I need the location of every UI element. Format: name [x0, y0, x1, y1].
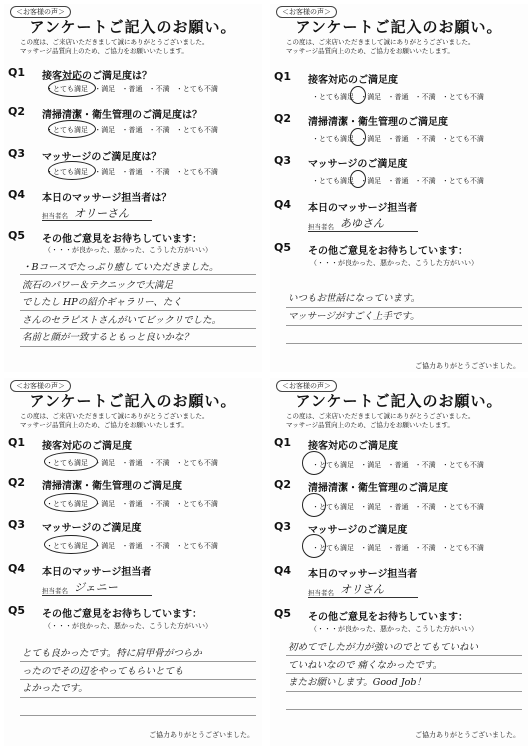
q2-options: ・とても満足 ・満足 ・普通 ・不満 ・とても不満 [46, 126, 218, 134]
q4-text: 本日のマッサージ担当者 [42, 567, 152, 578]
q4-number: Q4 [8, 188, 26, 201]
q2-text: 清掃清潔・衛生管理のご満足度 [308, 483, 448, 494]
answer-circle [302, 451, 326, 475]
name-underline [42, 220, 152, 221]
q3-number: Q3 [8, 147, 26, 160]
handwritten-comment: ・Bコースでたっぷり癒していただきました。 流石のパワー＆テクニックで大満足 でしたし HPの紹介ギャラリー、たく さんのセラピストさんがいてビックリでした。 名前と顔が一致するともっと良いかな？ [22, 262, 222, 343]
thanks-text: ご協力ありがとうございました。 [415, 362, 520, 370]
comment-rule [286, 325, 522, 326]
q4-text: 本日のマッサージ担当者 [308, 569, 418, 580]
q3-options: ・とても満足 ・満足 ・普通 ・不満 ・とても不満 [46, 168, 218, 176]
q4-number: Q4 [274, 198, 292, 211]
therapist-name-label: 担当者名 [42, 212, 68, 220]
q5-number: Q5 [8, 604, 26, 617]
q3-text: マッサージのご満足度 [42, 523, 142, 534]
customer-voice-tag: ＜お客様の声＞ [276, 380, 337, 392]
q3-text: マッサージのご満足度 [308, 159, 408, 170]
answer-circle [302, 493, 326, 517]
survey-sheet-3 [4, 378, 262, 746]
q3-text: マッサージのご満足度 [308, 525, 408, 536]
q1-text: 接客対応のご満足度 [308, 441, 398, 452]
q4-number: Q4 [8, 562, 26, 575]
q1-text: 接客対応のご満足度は？ [42, 71, 152, 82]
q1-options: ・とても満足 ・満足 ・普通 ・不満 ・とても不満 [312, 461, 484, 469]
q2-text: 清掃清潔・衛生管理のご満足度 [308, 117, 448, 128]
comment-rule [20, 715, 256, 716]
q2-number: Q2 [8, 105, 26, 118]
therapist-name: オリーさん [74, 207, 129, 220]
q5-subtext: （・・・が良かった、悪かった、こうした方がいい） [44, 246, 212, 254]
therapist-name: ジェニー [74, 581, 118, 594]
answer-circle [350, 86, 366, 104]
thanks-text: ご協力ありがとうございました。 [415, 731, 520, 739]
answer-circle [302, 534, 326, 558]
q3-options: ・とても満足 ・満足 ・普通 ・不満 ・とても不満 [312, 544, 484, 552]
answer-circle [44, 452, 98, 471]
q2-options: ・とても満足 ・満足 ・普通 ・不満 ・とても不満 [312, 135, 484, 143]
answer-circle [48, 161, 96, 180]
therapist-name-label: 担当者名 [42, 587, 68, 595]
sheet-title: アンケートご記入のお願い。 [295, 18, 503, 36]
q1-number: Q1 [8, 66, 26, 79]
customer-voice-tag: ＜お客様の声＞ [276, 6, 337, 18]
q5-subtext: （・・・が良かった、悪かった、こうした方がいい） [310, 259, 478, 267]
therapist-name: オリさん [340, 583, 384, 596]
q1-options: ・とても満足 ・満足 ・普通 ・不満 ・とても不満 [312, 93, 484, 101]
q2-text: 清掃清潔・衛生管理のご満足度は？ [42, 110, 202, 121]
handwritten-comment: とても良かったです。特に肩甲骨がつらか ったのでその辺をやってもらいとても よかったです。 [22, 648, 202, 694]
q1-number: Q1 [274, 436, 292, 449]
customer-voice-tag: ＜お客様の声＞ [10, 380, 71, 392]
customer-voice-tag: ＜お客様の声＞ [10, 6, 71, 18]
q1-number: Q1 [274, 70, 292, 83]
q5-text: その他ご意見をお待ちしています： [308, 246, 468, 257]
answer-circle [44, 493, 98, 512]
q5-number: Q5 [274, 241, 292, 254]
intro-text: この度は、ご来店いただきまして誠にありがとうございました。 マッサージ品質向上のため、ご協力をお願いいたします。 [286, 412, 475, 429]
q4-text: 本日のマッサージ担当者 [308, 203, 418, 214]
intro-text: この度は、ご来店いただきまして誠にありがとうございました。 マッサージ品質向上のため、ご協力をお願いいたします。 [20, 38, 209, 55]
q1-text: 接客対応のご満足度 [308, 75, 398, 86]
sheet-title: アンケートご記入のお願い。 [295, 392, 503, 410]
answer-circle [48, 120, 96, 138]
q5-number: Q5 [8, 229, 26, 242]
q5-subtext: （・・・が良かった、悪かった、こうした方がいい） [310, 625, 478, 633]
answer-circle [350, 128, 366, 146]
q1-options: ・とても満足 ・満足 ・普通 ・不満 ・とても不満 [46, 459, 218, 467]
sheet-title: アンケートご記入のお願い。 [29, 18, 237, 36]
name-underline [308, 597, 418, 598]
q2-number: Q2 [274, 112, 292, 125]
name-underline [308, 231, 418, 232]
q3-options: ・とても満足 ・満足 ・普通 ・不満 ・とても不満 [312, 177, 484, 185]
survey-sheet-2 [270, 4, 528, 372]
q5-subtext: （・・・が良かった、悪かった、こうした方がいい） [44, 622, 212, 630]
intro-text: この度は、ご来店いただきまして誠にありがとうございました。 マッサージ品質向上のため、ご協力をお願いいたします。 [20, 412, 209, 429]
q3-number: Q3 [8, 518, 26, 531]
handwritten-comment: いつもお世話になっています。 マッサージがすごく上手です。 [288, 293, 421, 322]
q2-options: ・とても満足 ・満足 ・普通 ・不満 ・とても不満 [312, 503, 484, 511]
q2-text: 清掃清潔・衛生管理のご満足度 [42, 481, 182, 492]
q5-text: その他ご意見をお待ちしています： [42, 234, 202, 245]
survey-sheet-4 [270, 378, 528, 746]
survey-sheet-1 [4, 4, 262, 372]
q4-text: 本日のマッサージ担当者は？ [42, 193, 172, 204]
answer-circle [350, 170, 366, 188]
q5-number: Q5 [274, 607, 292, 620]
q2-number: Q2 [8, 476, 26, 489]
q2-options: ・とても満足 ・満足 ・普通 ・不満 ・とても不満 [46, 500, 218, 508]
name-underline [42, 595, 152, 596]
answer-circle [48, 79, 96, 97]
q2-number: Q2 [274, 478, 292, 491]
sheet-title: アンケートご記入のお願い。 [29, 392, 237, 410]
answer-circle [44, 535, 98, 554]
intro-text: この度は、ご来店いただきまして誠にありがとうございました。 マッサージ品質向上のため、ご協力をお願いいたします。 [286, 38, 475, 55]
therapist-name-label: 担当者名 [308, 223, 334, 231]
q4-number: Q4 [274, 564, 292, 577]
q3-number: Q3 [274, 154, 292, 167]
handwritten-comment: 初めてでしたが力が強いのでとてもていねい ていねいなので 痛くなかったです。 またお願いします。Good Job！ [288, 642, 479, 688]
comment-rule [286, 709, 522, 710]
q1-number: Q1 [8, 436, 26, 449]
q3-number: Q3 [274, 520, 292, 533]
q3-text: マッサージのご満足度は？ [42, 152, 162, 163]
q1-options: ・とても満足 ・満足 ・普通 ・不満 ・とても不満 [46, 85, 218, 93]
therapist-name: あゆさん [340, 217, 384, 230]
q3-options: ・とても満足 ・満足 ・普通 ・不満 ・とても不満 [46, 542, 218, 550]
comment-rule [286, 343, 522, 344]
q5-text: その他ご意見をお待ちしています： [42, 609, 202, 620]
q1-text: 接客対応のご満足度 [42, 441, 132, 452]
therapist-name-label: 担当者名 [308, 589, 334, 597]
q5-text: その他ご意見をお待ちしています： [308, 612, 468, 623]
thanks-text: ご協力ありがとうございました。 [149, 731, 254, 739]
